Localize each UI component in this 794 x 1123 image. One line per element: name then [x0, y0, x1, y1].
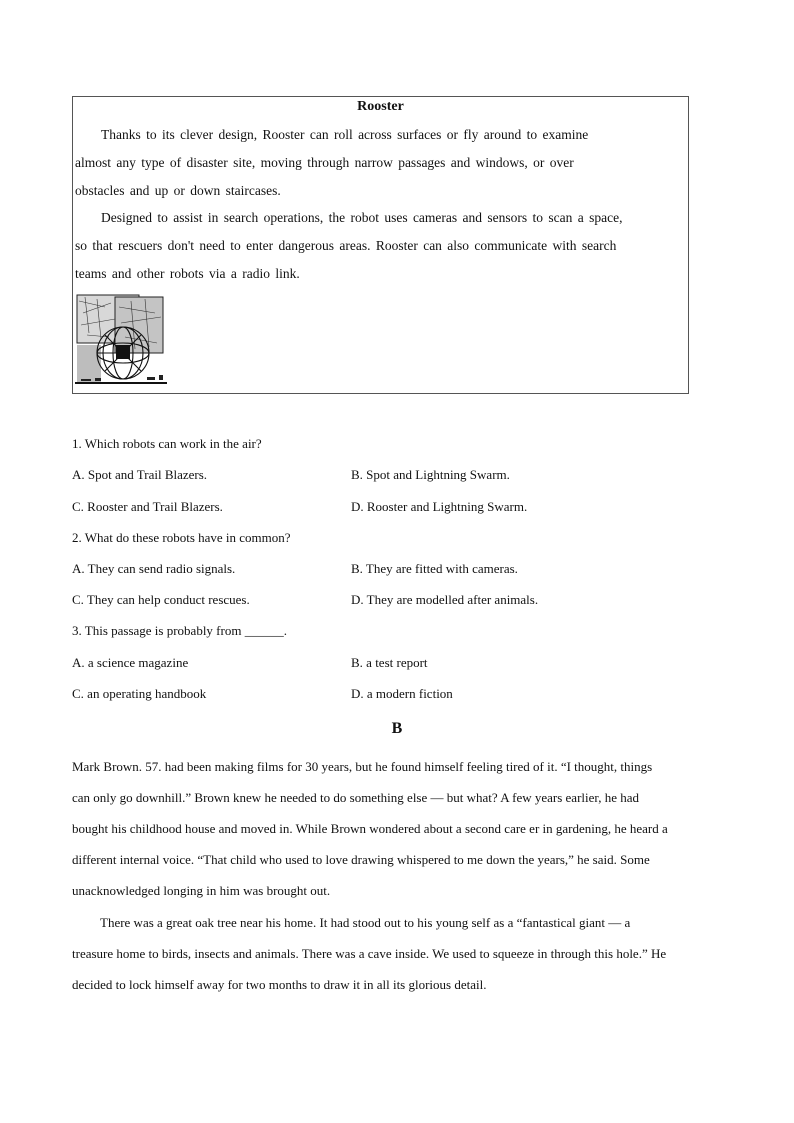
answer-option: A. They can send radio signals.	[72, 561, 236, 576]
passage-line: can only go downhill.” Brown knew he needed to do something else — but what? A few years earlier, he had	[72, 790, 639, 805]
answer-option: C. an operating handbook	[72, 686, 207, 701]
answer-option: D. They are modelled after animals.	[351, 592, 539, 607]
question-stem: 2. What do these robots have in common?	[72, 530, 291, 545]
box-title: Rooster	[357, 99, 404, 114]
rooster-robot-photo	[75, 293, 167, 387]
question-stem: 3. This passage is probably from ______.	[72, 623, 287, 638]
question-stem: 1. Which robots can work in the air?	[72, 436, 262, 451]
passage-line: Mark Brown. 57. had been making films for 30 years, but he found himself feeling tired of it. “I thought, things	[72, 759, 653, 774]
box-line: almost any type of disaster site, moving through narrow passages and windows, or over	[75, 155, 574, 170]
box-line: so that rescuers don't need to enter dangerous areas. Rooster can also communicate with search	[75, 238, 617, 253]
passage-line: bought his childhood house and moved in. While Brown wondered about a second care er in gardening, he heard a	[72, 821, 668, 836]
answer-option: B. Spot and Lightning Swarm.	[351, 467, 510, 482]
answer-option: D. a modern fiction	[351, 686, 453, 701]
answer-option: C. Rooster and Trail Blazers.	[72, 499, 223, 514]
passage-line: treasure home to birds, insects and animals. There was a cave inside. We used to squeeze in through this hole.” He	[72, 946, 667, 961]
passage-line: decided to lock himself away for two months to draw it in all its glorious detail.	[72, 977, 487, 992]
box-line: teams and other robots via a radio link.	[75, 266, 300, 281]
box-line: obstacles and up or down staircases.	[75, 183, 281, 198]
passage-line: There was a great oak tree near his home. It had stood out to his young self as a “fantastical giant — a	[100, 915, 631, 930]
rooster-text-box	[72, 96, 689, 394]
answer-option: B. They are fitted with cameras.	[351, 561, 518, 576]
box-line: Designed to assist in search operations, the robot uses cameras and sensors to scan a space,	[101, 210, 623, 225]
answer-option: B. a test report	[351, 655, 428, 670]
answer-option: A. a science magazine	[72, 655, 189, 670]
answer-option: A. Spot and Trail Blazers.	[72, 467, 208, 482]
box-line: Thanks to its clever design, Rooster can roll across surfaces or fly around to examine	[101, 127, 589, 142]
answer-option: D. Rooster and Lightning Swarm.	[351, 499, 528, 514]
passage-line: different internal voice. “That child who used to love drawing whispered to me down the years,” he said. Some	[72, 852, 650, 867]
answer-option: C. They can help conduct rescues.	[72, 592, 250, 607]
passage-line: unacknowledged longing in him was brought out.	[72, 883, 331, 898]
section-heading: B	[391, 720, 403, 737]
